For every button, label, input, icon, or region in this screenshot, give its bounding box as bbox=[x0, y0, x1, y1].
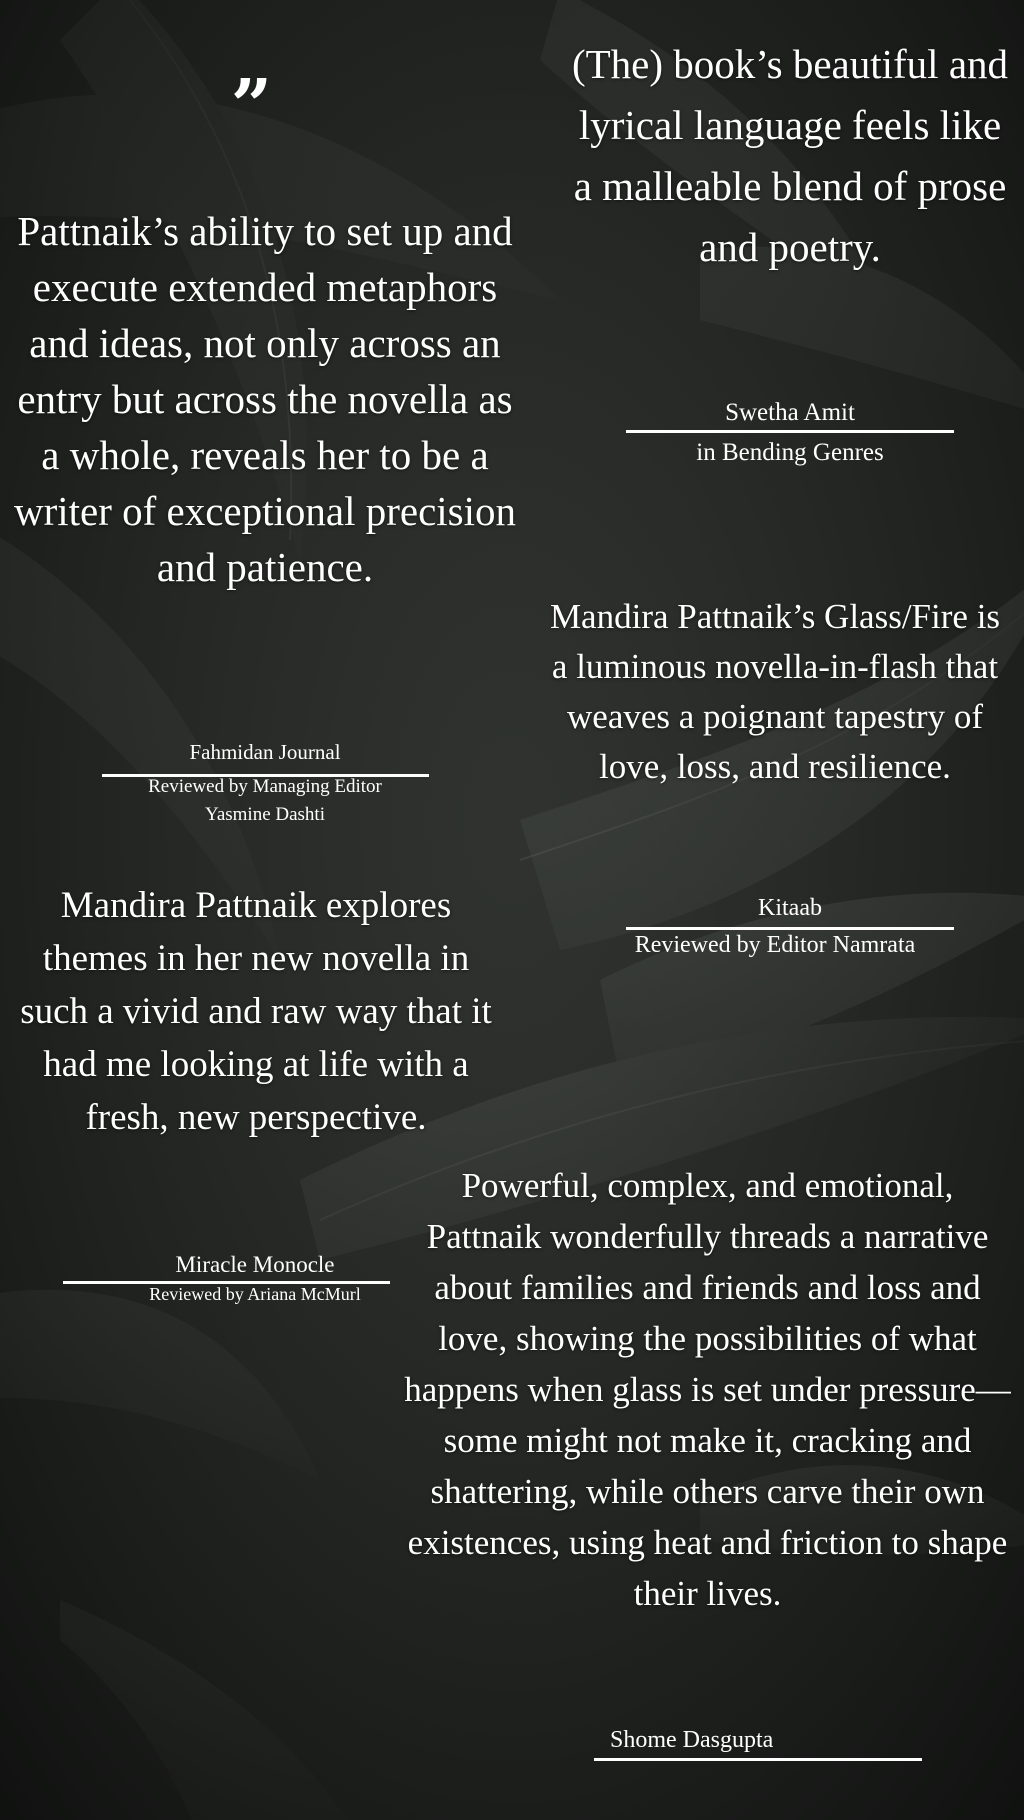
review-fahmidan bbox=[0, 203, 530, 595]
review-reviewer: Reviewed by Managing Editor Yasmine Dashti bbox=[148, 776, 382, 825]
review-quote: Mandira Pattnaik’s Glass/Fire is a luminous novella-in-flash that weaves a poignant tapestry of love, loss, and resilience. bbox=[549, 597, 1001, 786]
review-reviewer: Reviewed by Editor Namrata bbox=[634, 932, 916, 958]
review-source: Swetha Amit bbox=[725, 399, 855, 426]
double-quote-icon: “ bbox=[230, 28, 272, 113]
review-quote: Pattnaik’s ability to set up and execute extended metaphors and ideas, not only across an entry but across the novella as a whole, reveals her to be a writer of exceptional precision and patience. bbox=[13, 208, 517, 590]
review-bending-genres bbox=[570, 34, 1010, 278]
review-kitaab bbox=[545, 592, 1005, 792]
review-source: Miracle Monocle bbox=[175, 1252, 335, 1277]
review-source: Shome Dasgupta bbox=[610, 1727, 774, 1753]
divider-line bbox=[594, 1758, 922, 1761]
review-source: Kitaab bbox=[758, 895, 822, 921]
review-reviewer: in Bending Genres bbox=[696, 439, 884, 466]
review-quote: Mandira Pattnaik explores themes in her new novella in such a vivid and raw way that it had me looking at life with a fresh, new perspective. bbox=[20, 885, 492, 1138]
divider-line bbox=[626, 430, 954, 433]
review-quote: Powerful, complex, and emotional, Pattnaik wonderfully threads a narrative about families and friends and loss and love, showing the possibilities of what happens when glass is set under pressure—some might not make it, cracking and shattering, while others carve their own existences, using heat and friction to shape their lives. bbox=[404, 1166, 1011, 1613]
review-shome-dasgupta bbox=[400, 1160, 1015, 1619]
review-quote: (The) book’s beautiful and lyrical language feels like a malleable blend of prose and poetry. bbox=[571, 41, 1009, 270]
review-source: Fahmidan Journal bbox=[189, 740, 341, 764]
review-reviewer: Reviewed by Ariana McMurl bbox=[149, 1284, 361, 1304]
review-miracle-monocle bbox=[0, 879, 512, 1144]
